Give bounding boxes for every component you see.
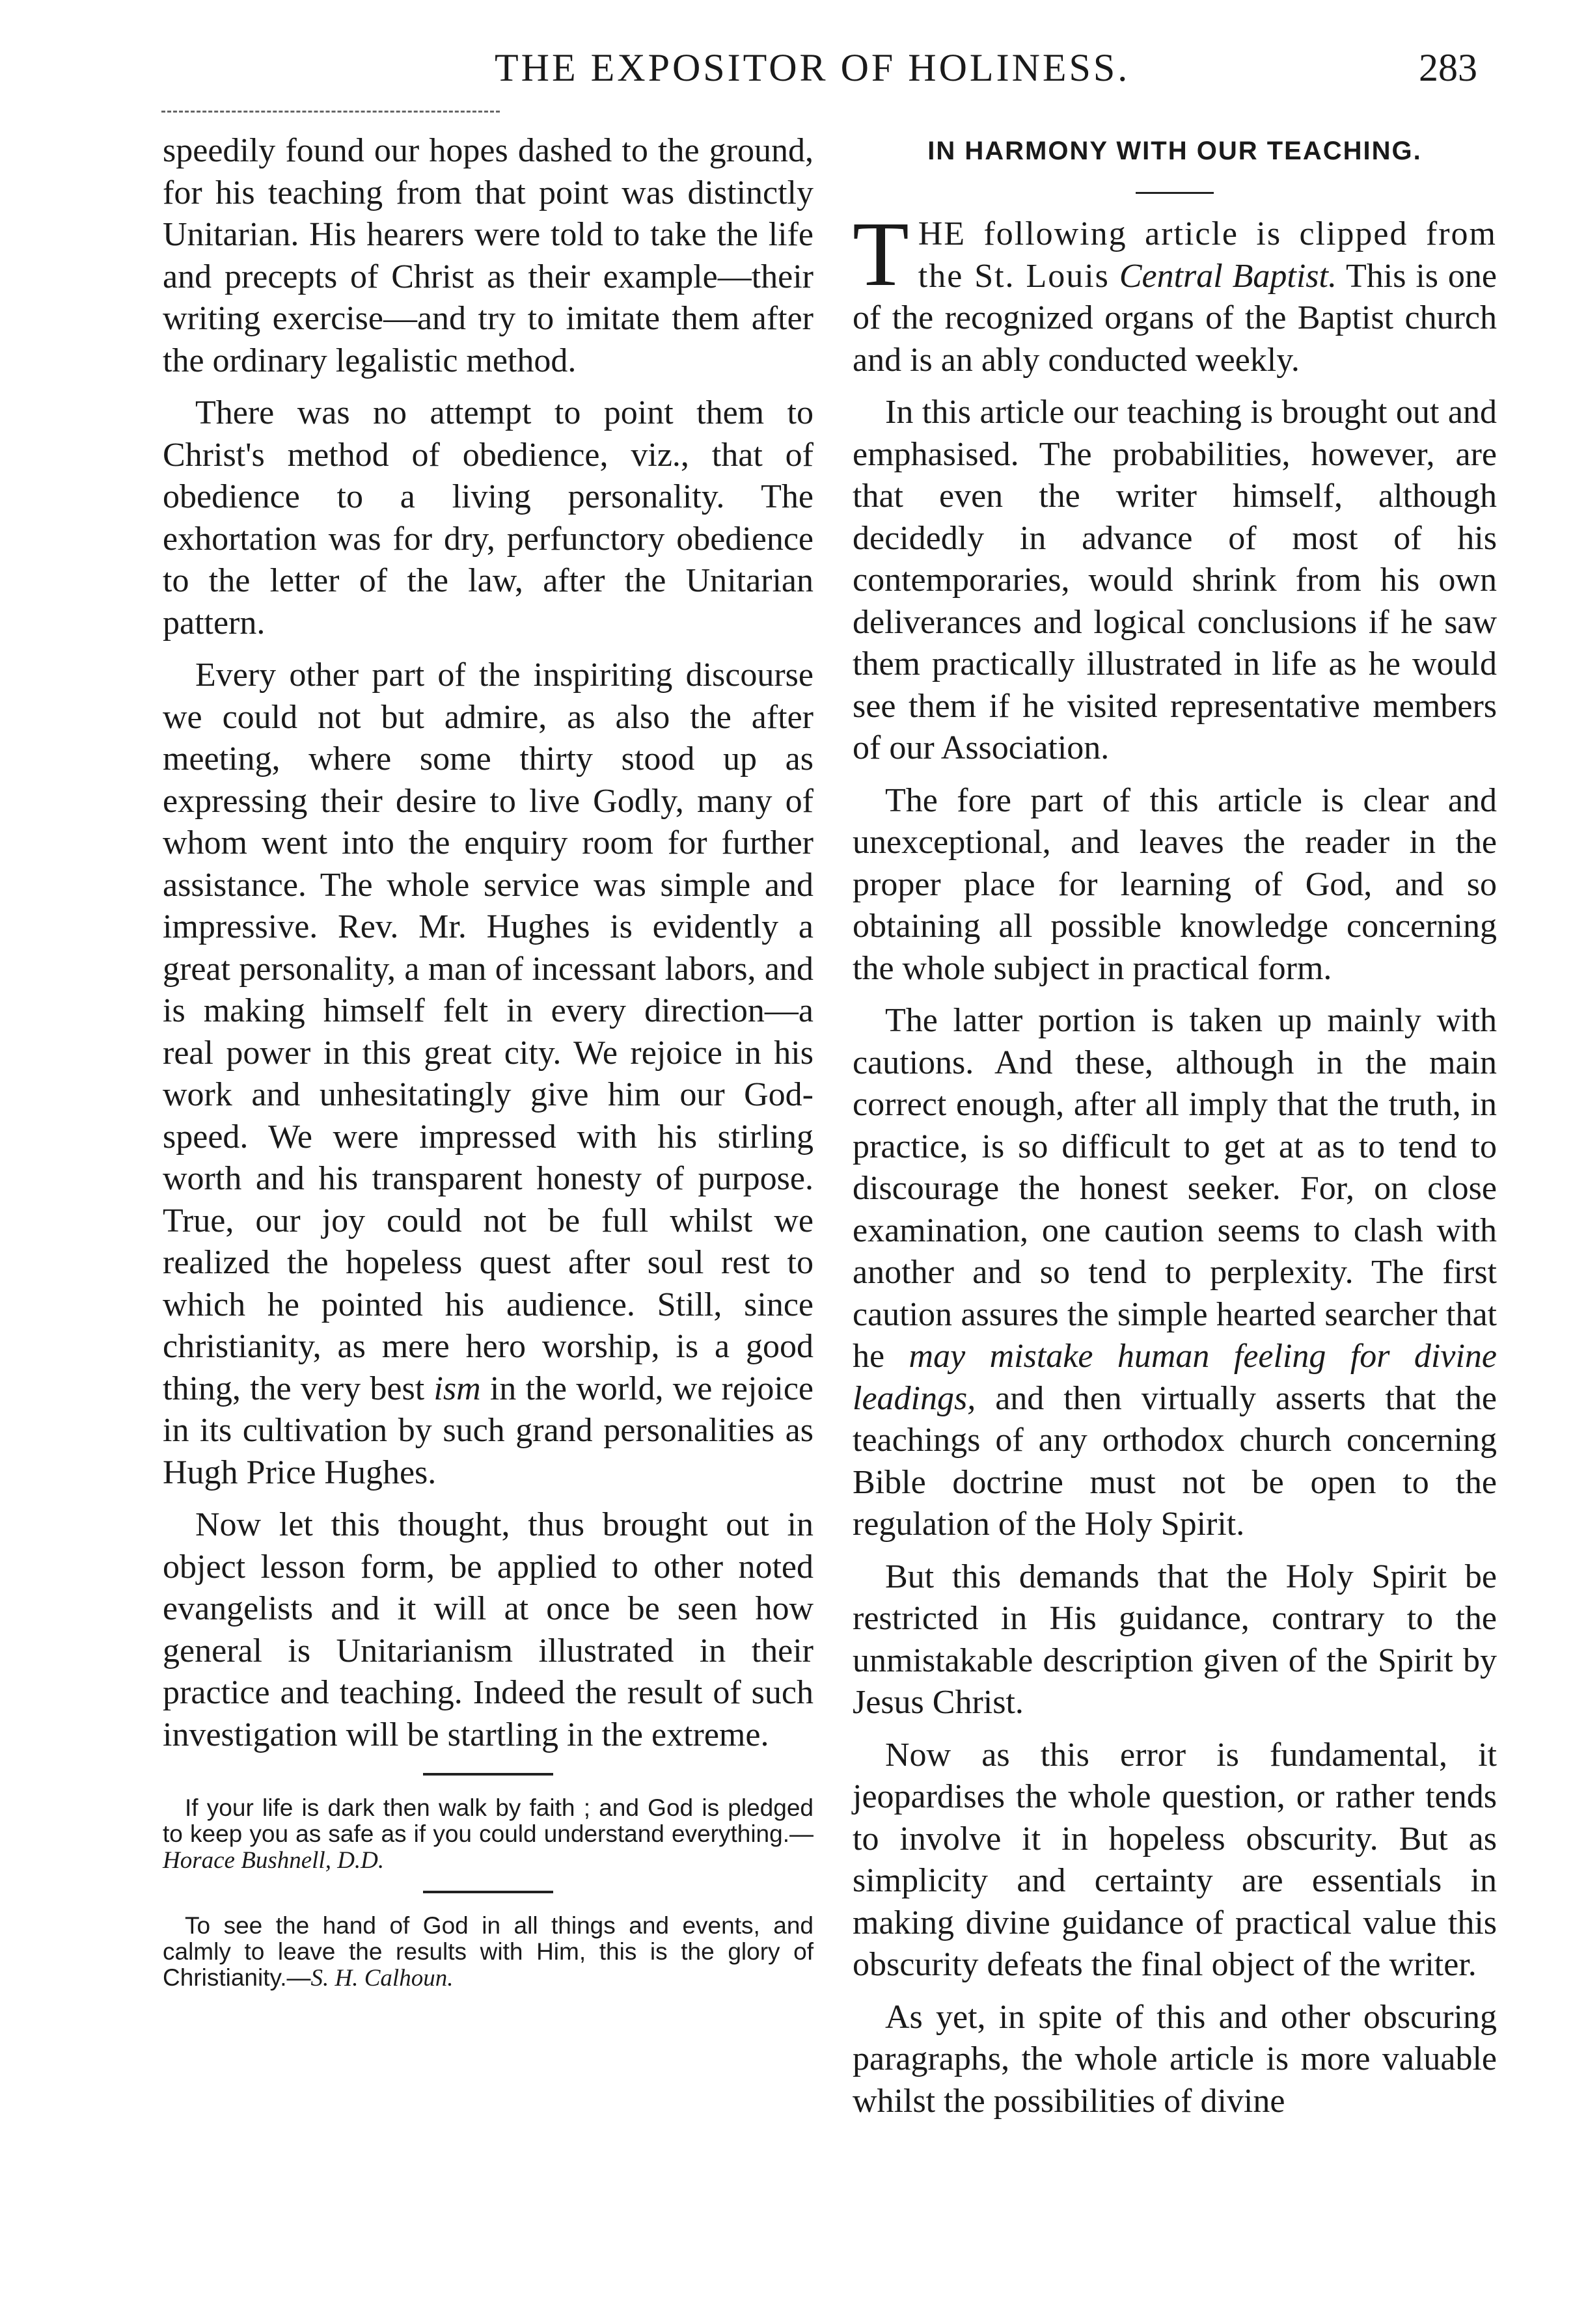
quote-bushnell-text: If your life is dark then walk by faith ; and God is pledged to keep you as safe as if you could understand everything.— xyxy=(163,1794,814,1847)
heading-divider xyxy=(1136,192,1214,194)
running-title: THE EXPOSITOR OF HOLINESS. xyxy=(495,46,1130,89)
left-column xyxy=(163,130,814,1998)
article-heading: IN HARMONY WITH OUR TEACHING. xyxy=(927,137,1422,165)
right-paragraph-1 xyxy=(853,202,1498,381)
running-head xyxy=(0,46,1573,98)
quote-calhoun-attribution: S. H. Calhoun. xyxy=(310,1965,454,1992)
right-paragraph-4-lead: The latter portion is taken up mainly with cautions. And these, although in the main correct enough, after all imply that the truth, in practice, is so difficult to get at as to tend to discourage the honest seeker. For, on close examination, one caution seems to clash with another and so tend to perplexity. The first caution assures the simple hearted searcher that he xyxy=(853,1002,1497,1375)
left-paragraph-3-tail: in the world, we rejoice in its cultivation by such grand personalities as Hugh Price Hughes. xyxy=(163,1370,814,1491)
left-paragraph-4: Now let this thought, thus brought out in object lesson form, be applied to other noted evangelists and it will at once be seen how general is Unitarianism illustrated in their practice and teaching. Indeed the result of such investigation will be startling in the extreme. xyxy=(163,1506,814,1753)
right-column xyxy=(853,130,1497,2133)
quote-calhoun-text: To see the hand of God in all things and events, and calmly to leave the results with Him, this is the glory of Christianity.— xyxy=(163,1912,814,1991)
right-paragraph-4-italic: may mistake human feeling for divine leadings, xyxy=(853,1338,1497,1417)
right-paragraph-1-lead: HE following article is clipped from the St. Louis xyxy=(918,215,1497,295)
right-paragraph-3: The fore part of this article is clear and unexceptional, and leaves the reader in the proper place for learning of God, and so obtaining all possible knowledge concerning the whole subject in practical form. xyxy=(853,781,1497,987)
right-paragraph-2: In this article our teaching is brought out and emphasised. The probabilities, however, are that even the writer himself, although decidedly in advance of most of his contemporaries, would shrink from his own deliverances and logical conclusions if he saw them practically illustrated in life as he would see them if he visited representative members of our Association. xyxy=(853,394,1497,766)
section-divider xyxy=(423,1891,553,1893)
left-paragraph-3-lead: Every other part of the inspiriting discourse we could not but admire, as also the after meeting, where some thirty stood up as expressing their desire to live Godly, many of whom went into the enquiry room for further assistance. The whole service was simple and impressive. Rev. Mr. Hughes is evidently a great personality, a man of incessant labors, and is making himself felt in every direction—a real power in this great city. We rejoice in his work and unhesitatingly give him our God-speed. We were impressed with his stirling worth and his transparent honesty of purpose. True, our joy could not be full whilst we realized the hopeless quest after soul rest to which he pointed his audience. Still, since christianity, as mere hero worship, is a good thing, the very best xyxy=(163,656,814,1407)
header-dashed-rule xyxy=(161,111,500,113)
drop-cap: T xyxy=(853,202,909,305)
quote-bushnell-attribution: Horace Bushnell, D.D. xyxy=(163,1847,385,1874)
section-divider xyxy=(423,1773,553,1776)
left-paragraph-2: There was no attempt to point them to Christ's method of obedience, viz., that of obedience to a living personality. The exhortation was for dry, perfunctory obedience to the letter of the law, after the Unitarian pattern. xyxy=(163,394,814,642)
right-paragraph-7: As yet, in spite of this and other obscuring paragraphs, the whole article is more valuable whilst the possibilities of divine xyxy=(853,1998,1497,2120)
right-paragraph-1-italic: Central Baptist. xyxy=(1119,257,1337,295)
page-number: 283 xyxy=(1419,46,1477,89)
quote-calhoun xyxy=(163,1913,814,1992)
left-paragraph-3 xyxy=(163,655,814,1494)
left-paragraph-3-italic: ism xyxy=(433,1370,481,1407)
right-paragraph-4-tail: and then virtually asserts that the teachings of any orthodox church concerning Bible doctrine must not be open to the regulation of the Holy Spirit. xyxy=(853,1379,1498,1543)
quote-bushnell xyxy=(163,1795,814,1874)
left-paragraph-1: speedily found our hopes dashed to the ground, for his teaching from that point was distinctly Unitarian. His hearers were told to take the life and precepts of Christ as their example—their writing exercise—and try to imitate them after the ordinary legalistic method. xyxy=(163,132,814,379)
right-paragraph-5: But this demands that the Holy Spirit be restricted in His guidance, contrary to the unmistakable description given of the Spirit by Jesus Christ. xyxy=(853,1558,1497,1721)
right-paragraph-1-tail: This is one of the recognized organs of the Baptist church and is an ably conducted weekly. xyxy=(853,257,1498,379)
right-paragraph-4 xyxy=(853,1000,1497,1546)
right-paragraph-6: Now as this error is fundamental, it jeopardises the whole question, or rather tends to involve it in hopeless obscurity. But as simplicity and certainty are essentials in making divine guidance of practical value this obscurity defeats the final object of the writer. xyxy=(853,1736,1497,1983)
